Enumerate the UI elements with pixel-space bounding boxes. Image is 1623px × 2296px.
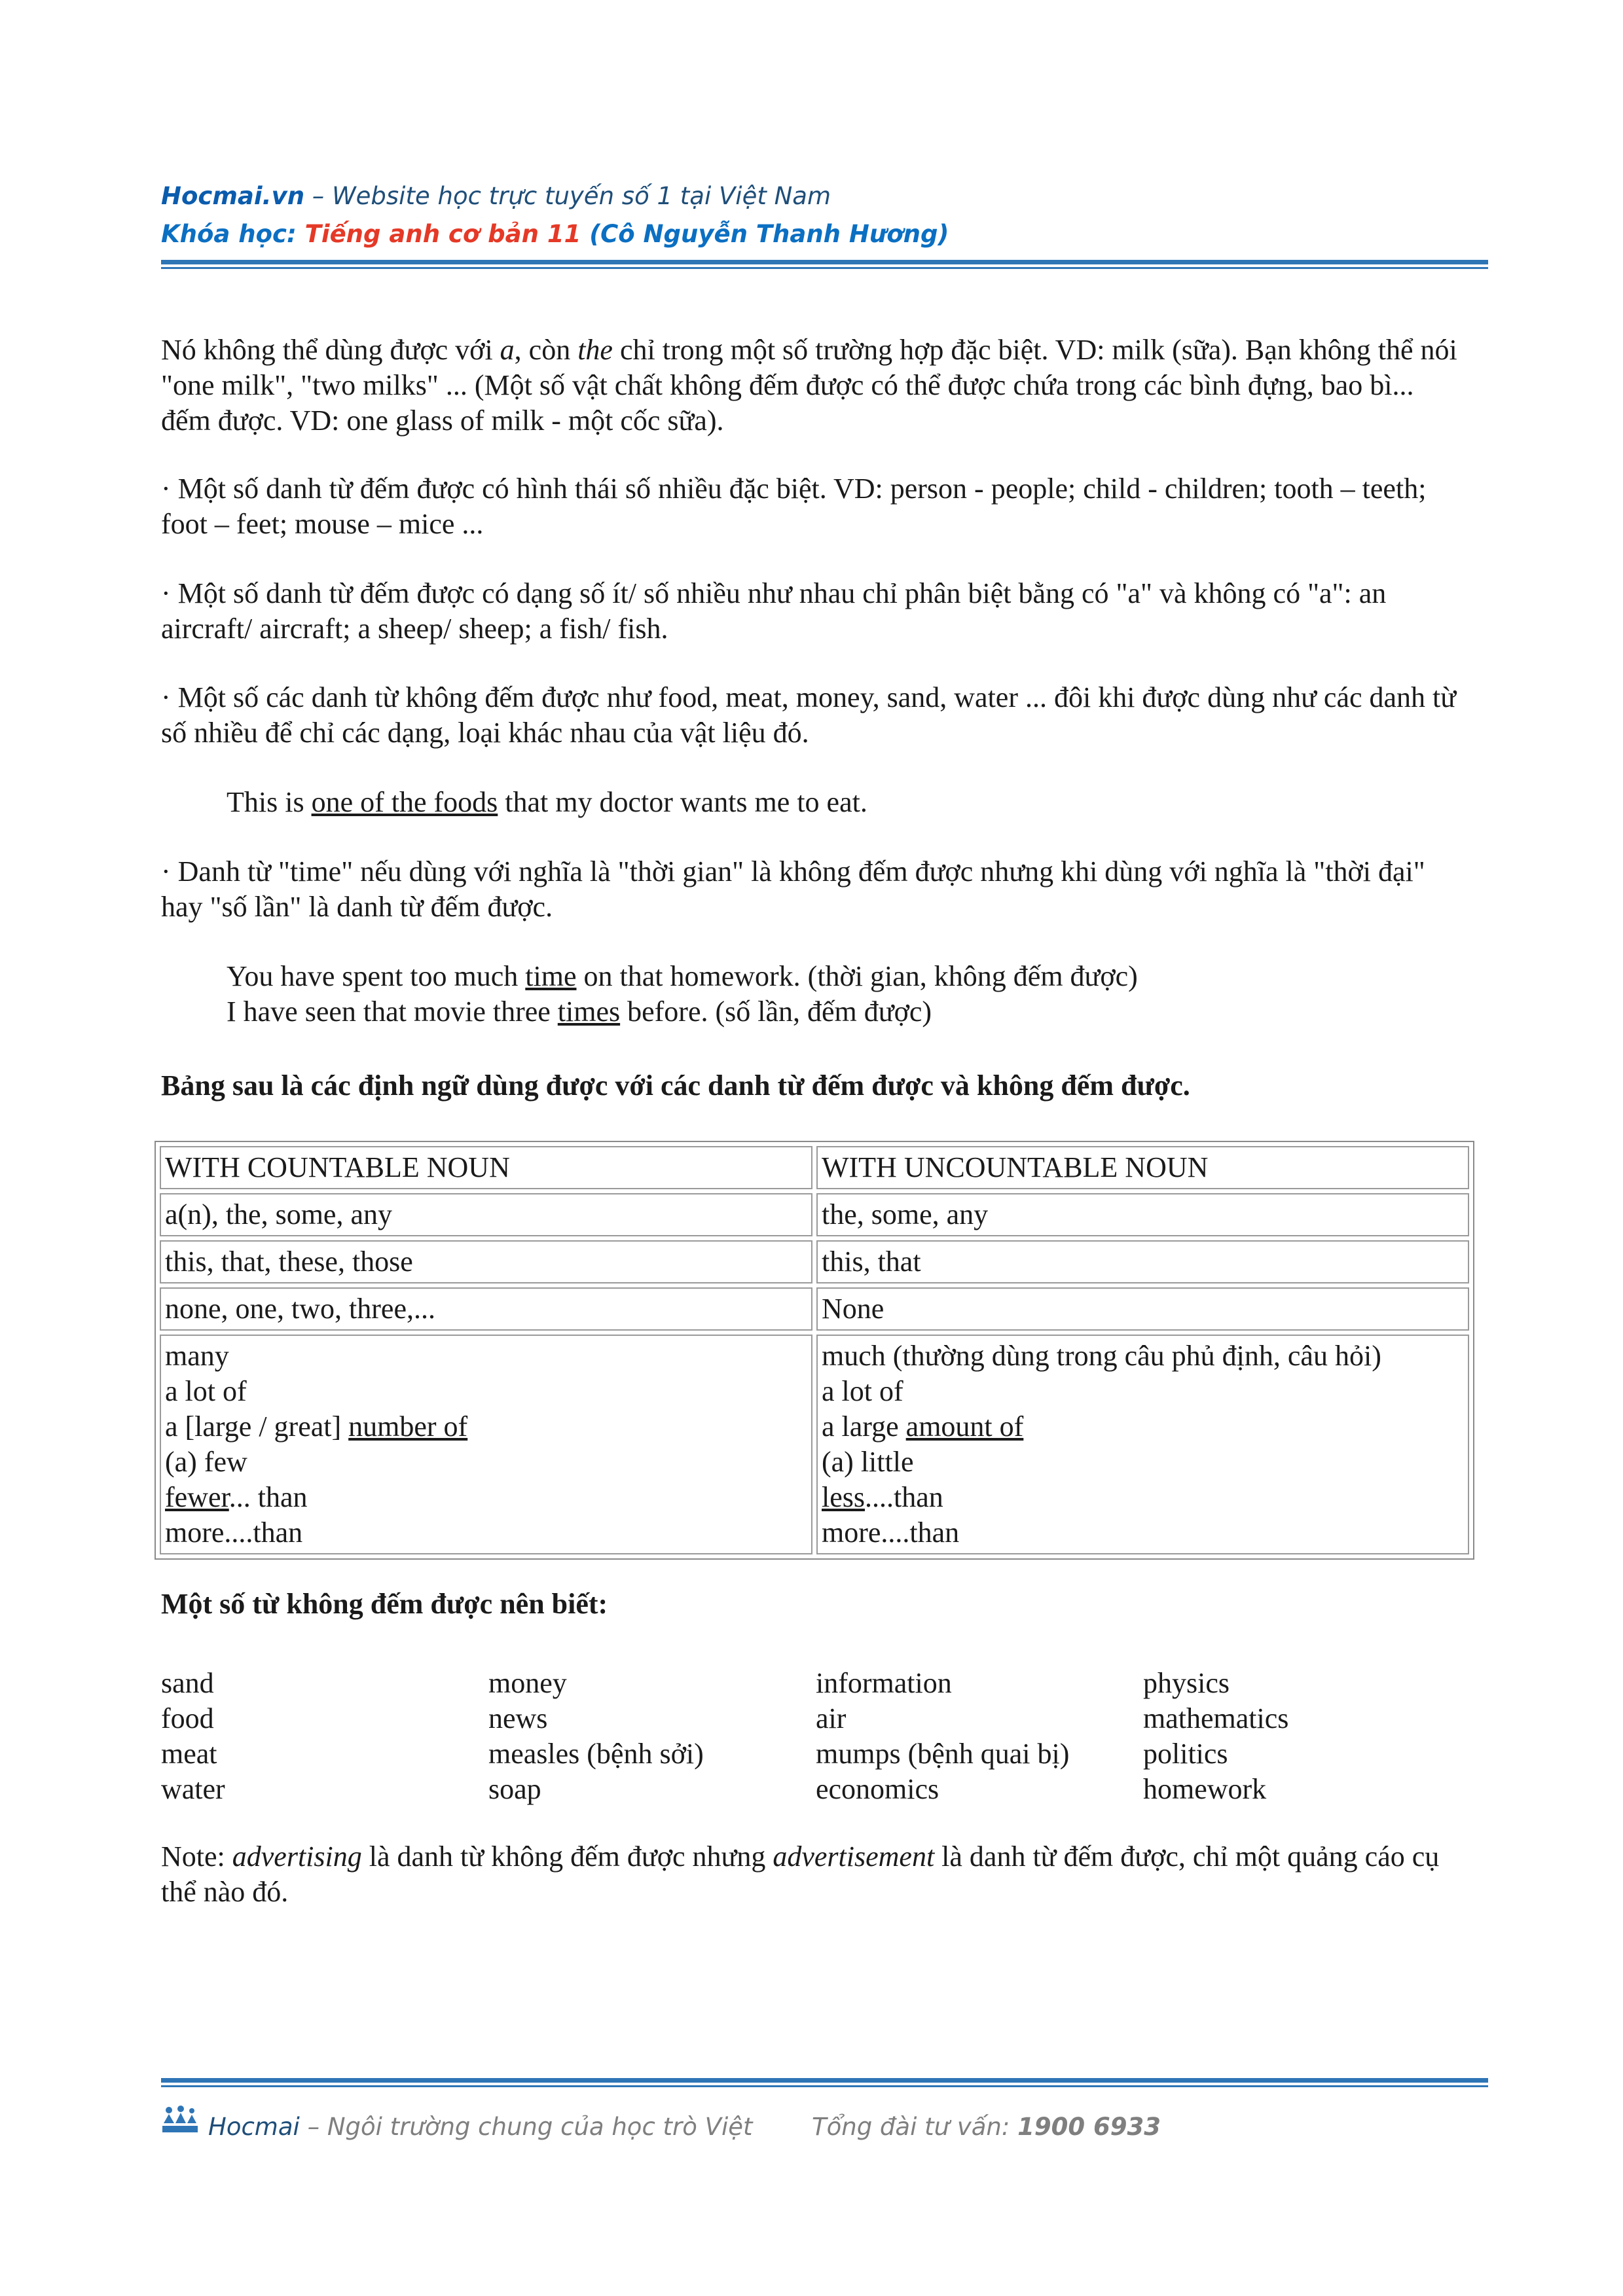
note-label: Note: — [161, 1840, 232, 1873]
quantifier-text: a large — [822, 1410, 906, 1443]
list-item: water — [161, 1773, 225, 1805]
table-cell: the, some, any — [816, 1193, 1469, 1236]
hocmai-logo-icon — [161, 2105, 199, 2135]
note-text-c: là danh từ không đếm được nhưng — [361, 1840, 773, 1873]
ex3-underlined: times — [557, 996, 621, 1028]
list-item: politics — [1143, 1738, 1228, 1770]
words-heading: Một số từ không đếm được nên biết: — [161, 1588, 608, 1620]
table-cell: a(n), the, some, any — [160, 1193, 812, 1236]
quantifier-text: a [large / great] — [165, 1410, 349, 1443]
ex1-underlined: one of the foods — [311, 786, 498, 818]
word-column-3 — [816, 1666, 1069, 1807]
quantifier-line: a lot of — [165, 1375, 247, 1407]
note-text-e: là danh từ đếm được, chỉ một quảng cáo cụ thể nào đó. — [161, 1840, 1440, 1908]
p1-italic-a: a — [500, 334, 515, 366]
list-item: homework — [1143, 1773, 1267, 1805]
list-item: information — [816, 1667, 952, 1699]
quantifier-line: more....than — [822, 1516, 960, 1549]
footer-hotline — [812, 2113, 1161, 2141]
quantifier-text: ... than — [228, 1481, 308, 1513]
list-item: air — [816, 1702, 847, 1734]
table-header-row — [160, 1146, 1469, 1189]
course-teacher: (Cô Nguyễn Thanh Hương) — [581, 220, 949, 248]
quantifier-text: ....than — [865, 1481, 943, 1513]
word-column-2 — [488, 1666, 704, 1807]
footer-tagline-line — [208, 2113, 753, 2141]
site-tagline: – Website học trực tuyến số 1 tại Việt Nam — [304, 182, 831, 210]
p1-text-a: Nó không thể dùng được với — [161, 334, 500, 366]
table-cell: this, that, these, those — [160, 1240, 812, 1283]
table-cell: None — [816, 1287, 1469, 1331]
note-italic-advertising: advertising — [232, 1840, 362, 1873]
paragraph-3: · Một số danh từ đếm được có dạng số ít/ số nhiều như nhau chỉ phân biệt bằng có "a" và không có "a": an aircraft/ aircraft; a sheep/ sheep; a fish/ fish. — [161, 577, 1387, 645]
hotline-number[interactable]: 1900 6933 — [1017, 2113, 1161, 2141]
paragraph-5: · Danh từ "time" nếu dùng với nghĩa là "thời gian" là không đếm được nhưng khi dùng với nghĩa là "thời đại" hay "số lần" là danh từ đếm được. — [161, 855, 1425, 923]
determiner-table — [155, 1141, 1474, 1560]
table-cell-countable-quantifiers — [160, 1335, 812, 1554]
list-item: economics — [816, 1773, 939, 1805]
quantifier-line: much (thường dùng trong câu phủ định, câu hỏi) — [822, 1340, 1381, 1372]
table-row — [160, 1193, 1469, 1236]
quantifier-line — [165, 1409, 807, 1444]
quantifier-line: (a) little — [822, 1446, 914, 1478]
list-item: money — [488, 1667, 567, 1699]
quantifier-line: more....than — [165, 1516, 303, 1549]
quantifier-underlined: number of — [348, 1410, 468, 1443]
paragraph-4: · Một số các danh từ không đếm được như food, meat, money, sand, water ... đôi khi được dùng như các danh từ số nhiều để chỉ các dạng, loại khác nhau của vật liệu đó. — [161, 681, 1457, 749]
example-1 — [227, 785, 867, 820]
table-row — [160, 1240, 1469, 1283]
list-item: food — [161, 1702, 214, 1734]
word-column-1 — [161, 1666, 225, 1807]
footer-brand[interactable]: Hocmai — [208, 2113, 300, 2141]
list-item: meat — [161, 1738, 217, 1770]
ex3-text-b: before. (số lần, đếm được) — [620, 996, 932, 1028]
header-rule-thin — [161, 267, 1488, 269]
ex1-text-a: This is — [227, 786, 312, 818]
quantifier-underlined: less — [822, 1481, 865, 1513]
table-row — [160, 1287, 1469, 1331]
word-column-4 — [1143, 1666, 1288, 1807]
course-header-line — [161, 220, 949, 248]
hotline-label: Tổng đài tư vấn: — [812, 2113, 1018, 2141]
paragraph-2: · Một số danh từ đếm được có hình thái số nhiều đặc biệt. VD: person - people; child - children; tooth – teeth; foot – feet; mouse – mice ... — [161, 473, 1427, 540]
p1-italic-the: the — [577, 334, 613, 366]
p1-text-c: , còn — [514, 334, 578, 366]
list-item: sand — [161, 1667, 214, 1699]
paragraph-1 — [161, 332, 1470, 439]
note-paragraph — [161, 1839, 1470, 1910]
site-brand[interactable]: Hocmai.vn — [161, 182, 305, 210]
quantifier-line — [822, 1480, 1464, 1515]
p1-text-e: chỉ trong một số trường hợp đặc biệt. VD: milk (sữa). Bạn không thể nói "one milk", "two milks" ... (Một số vật chất không đếm được có thể được chứa trong các bình đựng, bao bì... đếm được. VD: one glass of milk - một cốc sữa). — [161, 334, 1457, 437]
example-2 — [227, 959, 1138, 994]
site-header-line — [161, 182, 831, 210]
table-cell: none, one, two, three,... — [160, 1287, 812, 1331]
ex1-text-b: that my doctor wants me to eat. — [498, 786, 867, 818]
quantifier-line — [165, 1480, 807, 1515]
footer-tagline: – Ngôi trường chung của học trò Việt — [299, 2113, 753, 2141]
header-rule-thick — [161, 260, 1488, 264]
list-item: measles (bệnh sởi) — [488, 1738, 704, 1770]
note-italic-advertisement: advertisement — [773, 1840, 935, 1873]
quantifier-line: (a) few — [165, 1446, 247, 1478]
list-item: soap — [488, 1773, 541, 1805]
list-item: mumps (bệnh quai bị) — [816, 1738, 1070, 1770]
table-row — [160, 1335, 1469, 1554]
ex2-underlined: time — [525, 960, 577, 992]
list-item: news — [488, 1702, 548, 1734]
ex3-text-a: I have seen that movie three — [227, 996, 558, 1028]
footer-rule-thin — [161, 2085, 1488, 2087]
quantifier-underlined: amount of — [905, 1410, 1024, 1443]
table-header-uncountable: WITH UNCOUNTABLE NOUN — [816, 1146, 1469, 1189]
table-heading: Bảng sau là các định ngữ dùng được với các danh từ đếm được và không đếm được. — [161, 1069, 1190, 1102]
quantifier-line — [822, 1409, 1464, 1444]
ex2-text-a: You have spent too much — [227, 960, 526, 992]
course-name: Tiếng anh cơ bản 11 — [304, 220, 581, 248]
table-cell-uncountable-quantifiers — [816, 1335, 1469, 1554]
quantifier-line: many — [165, 1340, 229, 1372]
table-cell: this, that — [816, 1240, 1469, 1283]
ex2-text-b: on that homework. (thời gian, không đếm được) — [576, 960, 1138, 992]
example-3 — [227, 994, 932, 1030]
course-prefix: Khóa học: — [161, 220, 305, 248]
footer-rule-thick — [161, 2078, 1488, 2083]
list-item: physics — [1143, 1667, 1230, 1699]
quantifier-line: a lot of — [822, 1375, 903, 1407]
quantifier-underlined: fewer — [165, 1481, 229, 1513]
table-header-countable: WITH COUNTABLE NOUN — [160, 1146, 812, 1189]
list-item: mathematics — [1143, 1702, 1289, 1734]
